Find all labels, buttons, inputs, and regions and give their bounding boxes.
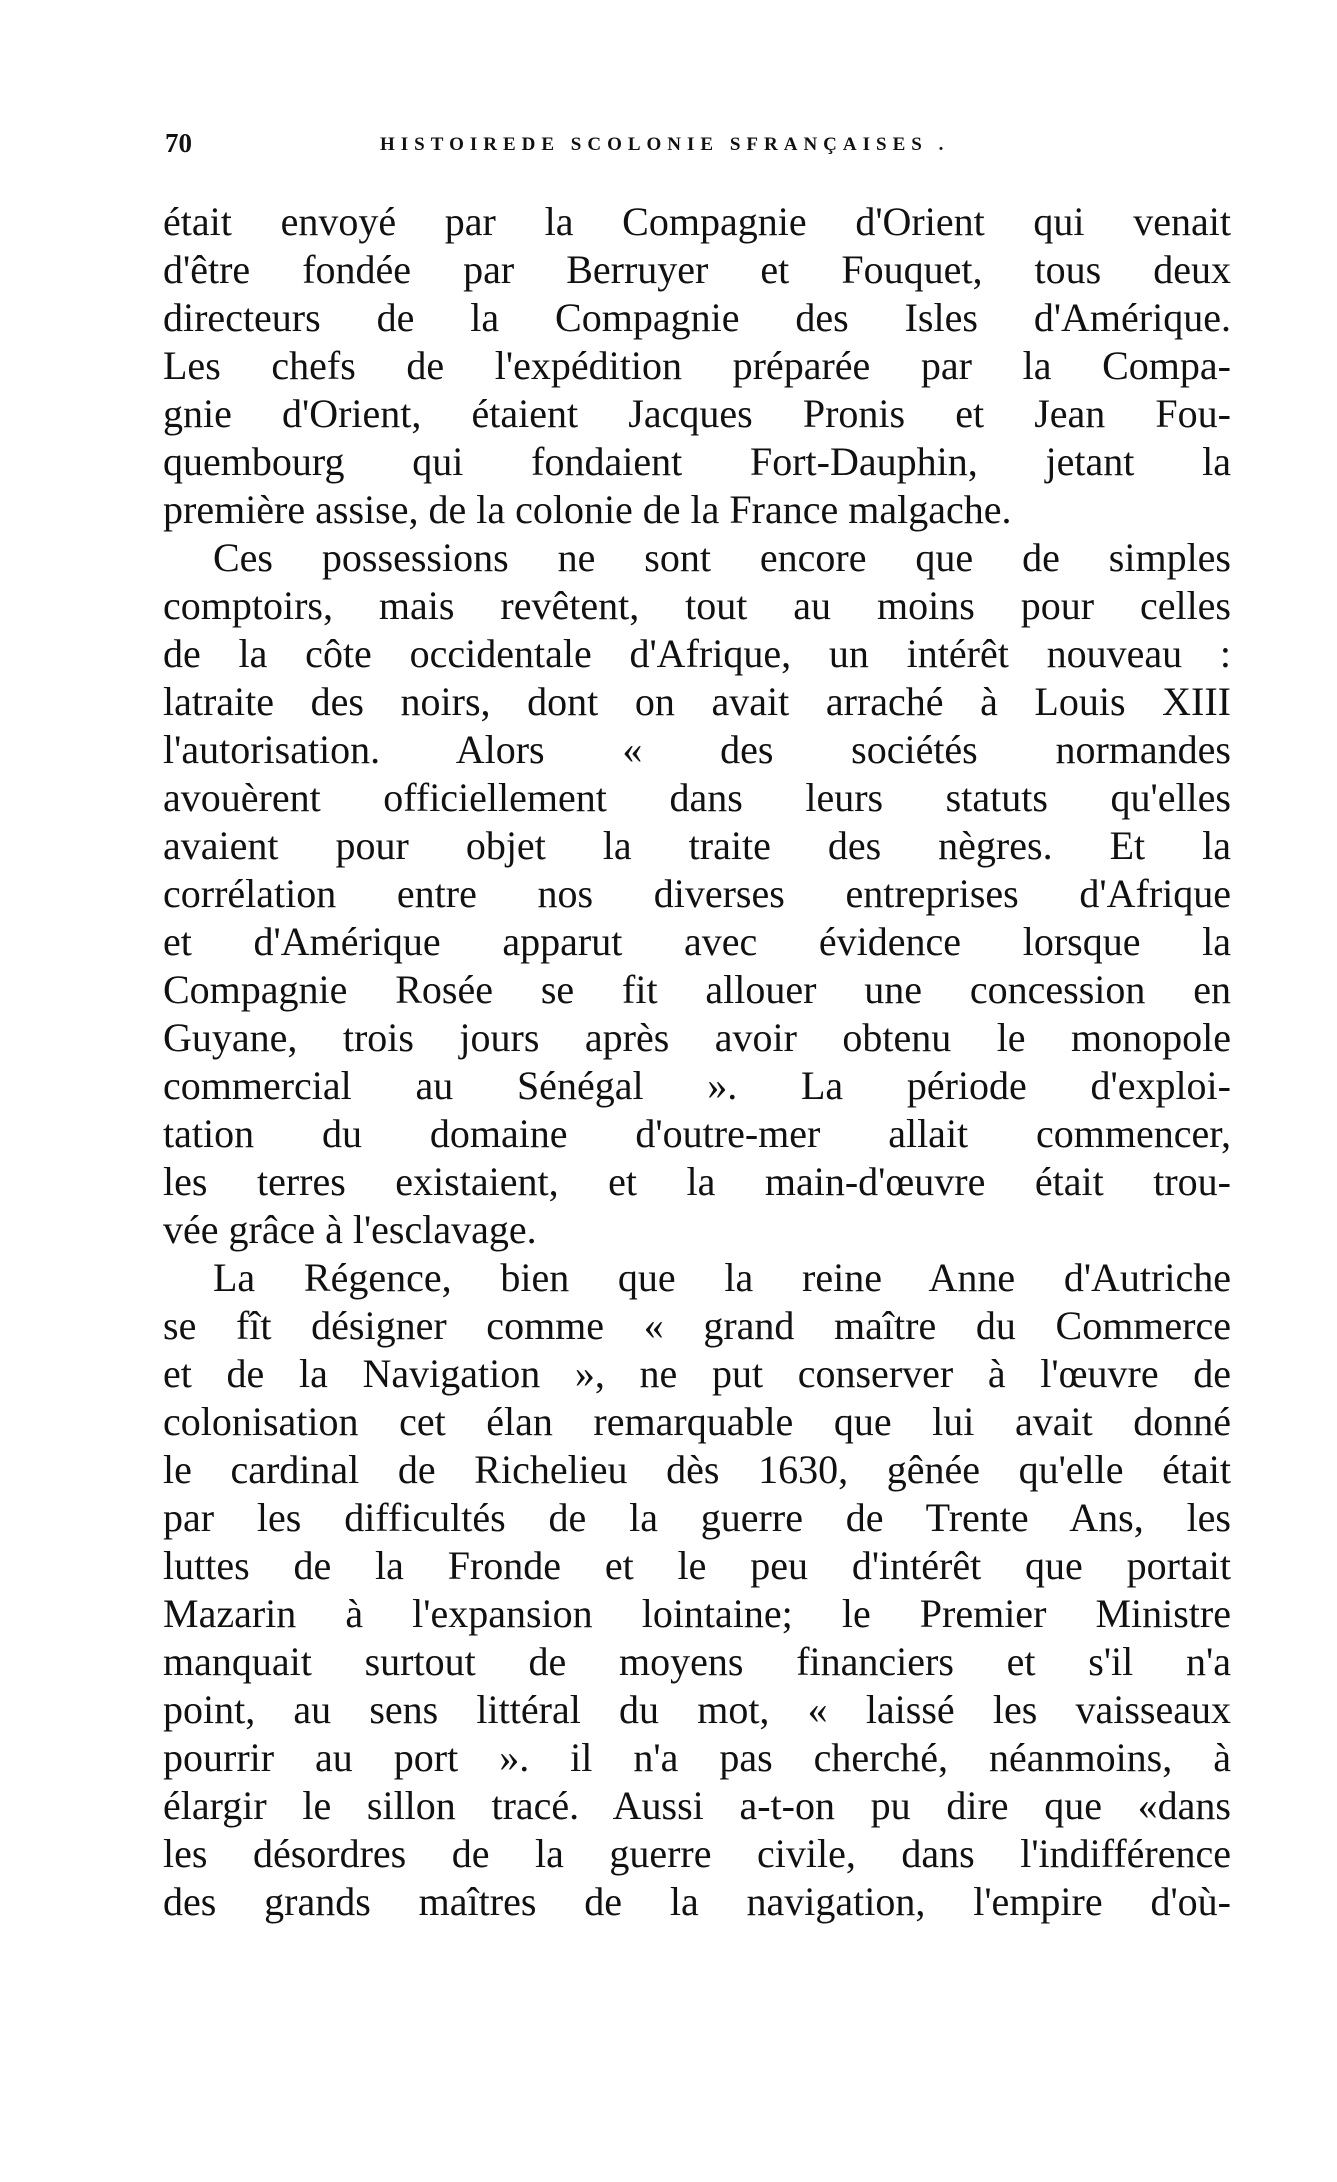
text-line: corrélation entre nos diverses entreprises d'Afrique	[163, 871, 1231, 916]
text-line: Mazarin à l'expansion lointaine; le Premier Ministre	[163, 1591, 1231, 1636]
body-text	[163, 198, 1231, 1926]
text-line: Compagnie Rosée se fit allouer une concession en	[163, 967, 1231, 1012]
text-line: des grands maîtres de la navigation, l'empire d'où-	[163, 1879, 1231, 1924]
text-line: et d'Amérique apparut avec évidence lorsque la	[163, 919, 1231, 964]
running-head	[165, 128, 1225, 168]
text-line: latraite des noirs, dont on avait arraché à Louis XIII	[163, 679, 1231, 724]
text-line: avouèrent officiellement dans leurs statuts qu'elles	[163, 775, 1231, 820]
text-line: gnie d'Orient, étaient Jacques Pronis et Jean Fou-	[163, 391, 1231, 436]
text-line: par les difficultés de la guerre de Trente Ans, les	[163, 1495, 1231, 1540]
text-line: les terres existaient, et la main-d'œuvre était trou-	[163, 1159, 1231, 1204]
text-line: d'être fondée par Berruyer et Fouquet, tous deux	[163, 247, 1231, 292]
text-line: élargir le sillon tracé. Aussi a-t-on pu dire que «dans	[163, 1783, 1231, 1828]
paragraph	[163, 198, 1231, 534]
text-line: les désordres de la guerre civile, dans l'indifférence	[163, 1831, 1231, 1876]
text-line: manquait surtout de moyens financiers et s'il n'a	[163, 1639, 1231, 1684]
text-line: pourrir au port ». il n'a pas cherché, néanmoins, à	[163, 1735, 1231, 1780]
text-line: tation du domaine d'outre-mer allait commencer,	[163, 1111, 1231, 1156]
text-line: était envoyé par la Compagnie d'Orient qui venait	[163, 199, 1231, 244]
text-line: de la côte occidentale d'Afrique, un intérêt nouveau :	[163, 631, 1231, 676]
text-line: vée grâce à l'esclavage.	[163, 1207, 537, 1252]
text-line: Ces possessions ne sont encore que de simples	[213, 535, 1231, 580]
paragraph	[163, 534, 1231, 1254]
text-line: luttes de la Fronde et le peu d'intérêt que portait	[163, 1543, 1231, 1588]
text-line: directeurs de la Compagnie des Isles d'Amérique.	[163, 295, 1231, 340]
text-line: et de la Navigation », ne put conserver à l'œuvre de	[163, 1351, 1231, 1396]
text-line: première assise, de la colonie de la France malgache.	[163, 487, 1012, 532]
text-line: se fît désigner comme « grand maître du Commerce	[163, 1303, 1231, 1348]
text-line: le cardinal de Richelieu dès 1630, gênée qu'elle était	[163, 1447, 1231, 1492]
running-title: HISTOIREDE SCOLONIE SFRANÇAISES .	[380, 134, 950, 155]
text-line: avaient pour objet la traite des nègres. Et la	[163, 823, 1231, 868]
paragraph	[163, 1254, 1231, 1926]
page-number: 70	[165, 128, 192, 158]
text-line: La Régence, bien que la reine Anne d'Autriche	[213, 1255, 1231, 1300]
text-line: l'autorisation. Alors « des sociétés normandes	[163, 727, 1231, 772]
text-line: point, au sens littéral du mot, « laissé les vaisseaux	[163, 1687, 1231, 1732]
text-line: Les chefs de l'expédition préparée par la Compa-	[163, 343, 1231, 388]
text-line: comptoirs, mais revêtent, tout au moins pour celles	[163, 583, 1231, 628]
text-line: quembourg qui fondaient Fort-Dauphin, jetant la	[163, 439, 1231, 484]
text-line: commercial au Sénégal ». La période d'exploi-	[163, 1063, 1231, 1108]
text-line: Guyane, trois jours après avoir obtenu le monopole	[163, 1015, 1231, 1060]
text-line: colonisation cet élan remarquable que lui avait donné	[163, 1399, 1231, 1444]
